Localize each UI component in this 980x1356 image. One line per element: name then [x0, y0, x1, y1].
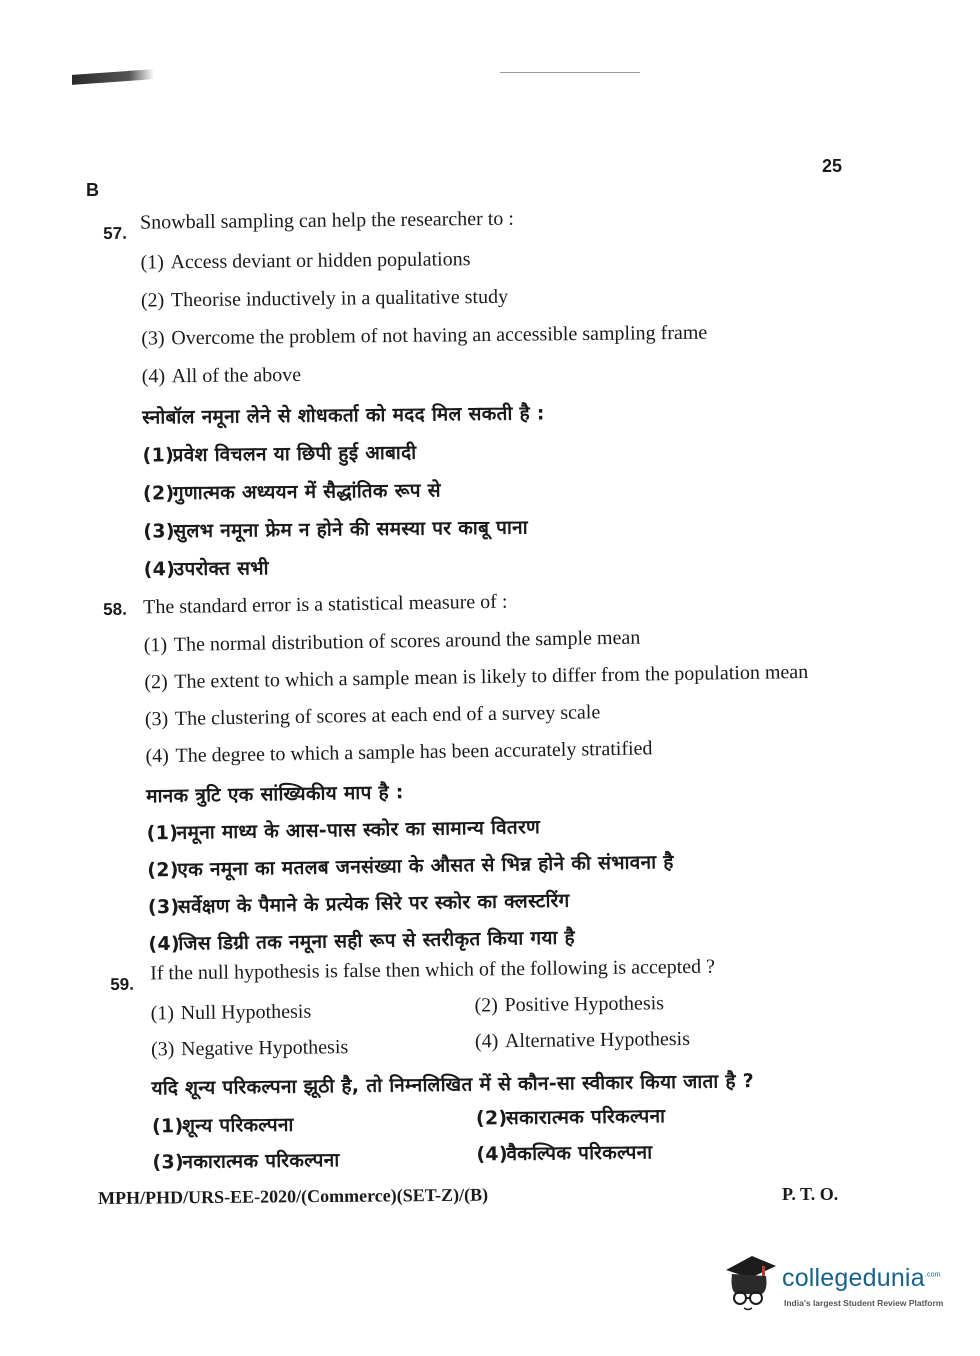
- question-text-hi: यदि शून्य परिकल्पना झूठी है, तो निम्नलिखित में से कौन-सा स्वीकार किया जाता है ?: [151, 1070, 755, 1100]
- question-text-hi: मानक त्रुटि एक सांख्यिकीय माप है :: [145, 781, 404, 808]
- option-en: (1) The normal distribution of scores around the sample mean: [143, 626, 641, 657]
- question-number: 57.: [103, 223, 127, 243]
- option-hi: (1)प्रवेश विचलन या छिपी हुई आबादी: [142, 441, 417, 467]
- question-text-en: Snowball sampling can help the researcher to :: [139, 207, 514, 234]
- collegedunia-watermark: [722, 1250, 952, 1320]
- scan-artifact-line: [500, 72, 640, 73]
- exam-code: MPH/PHD/URS-EE-2020/(Commerce)(SET-Z)/(B): [98, 1184, 489, 1208]
- brand-tagline: India's largest Student Review Platform: [784, 1298, 944, 1308]
- option-hi: (3)नकारात्मक परिकल्पना: [152, 1149, 340, 1174]
- option-hi: (3)सुलभ नमूना फ्रेम न होने की समस्या पर काबू पाना: [143, 516, 529, 543]
- option-en: (1) Null Hypothesis: [150, 1000, 312, 1025]
- option-hi: (3)सर्वेक्षण के पैमाने के प्रत्येक सिरे पर स्कोर का क्लस्टरिंग: [147, 889, 570, 919]
- mascot-icon: [722, 1250, 778, 1312]
- option-hi: (2)गुणात्मक अध्ययन में सैद्धांतिक रूप से: [142, 479, 441, 505]
- option-en: (3) Negative Hypothesis: [150, 1036, 349, 1061]
- option-hi: (1)नमूना माध्य के आस-पास स्कोर का सामान्य वितरण: [146, 816, 541, 845]
- option-en: (4) Alternative Hypothesis: [474, 1027, 691, 1053]
- option-en: (2) Positive Hypothesis: [474, 992, 665, 1017]
- option-hi: (4)उपरोक्त सभी: [143, 557, 269, 581]
- option-hi: (4)वैकल्पिक परिकल्पना: [476, 1141, 653, 1166]
- option-hi: (2)सकारात्मक परिकल्पना: [475, 1105, 666, 1130]
- option-en: (2) Theorise inductively in a qualitative study: [140, 285, 509, 312]
- option-en: (3) The clustering of scores at each end of a survey scale: [144, 701, 601, 731]
- question-text-en: The standard error is a statistical measure of :: [142, 590, 508, 619]
- set-letter: B: [86, 180, 99, 200]
- option-en: (3) Overcome the problem of not having an accessible sampling frame: [141, 321, 708, 350]
- question-number: 59.: [110, 974, 135, 994]
- question-text-en: If the null hypothesis is false then which of the following is accepted ?: [149, 955, 716, 985]
- option-hi: (4)जिस डिग्री तक नमूना सही रूप से स्तरीकृत किया गया है: [148, 926, 576, 956]
- page-number: 25: [822, 156, 843, 176]
- option-en: (4) All of the above: [141, 363, 302, 388]
- question-text-hi: स्नोबॉल नमूना लेने से शोधकर्ता को मदद मिल सकती है :: [142, 402, 545, 429]
- option-en: (1) Access deviant or hidden populations: [140, 248, 471, 274]
- option-hi: (1)शून्य परिकल्पना: [151, 1113, 294, 1138]
- question-number: 58.: [103, 599, 127, 619]
- option-en: (4) The degree to which a sample has been accurately stratified: [145, 737, 653, 768]
- pto-label: P. T. O.: [782, 1184, 839, 1204]
- option-en: (2) The extent to which a sample mean is likely to differ from the population mean: [144, 660, 809, 694]
- scan-artifact: [72, 69, 154, 85]
- brand-name: collegedunia$^{.com}$: [782, 1264, 941, 1292]
- option-hi: (2)एक नमूना का मतलब जनसंख्या के औसत से भिन्न होने की संभावना है: [147, 851, 674, 882]
